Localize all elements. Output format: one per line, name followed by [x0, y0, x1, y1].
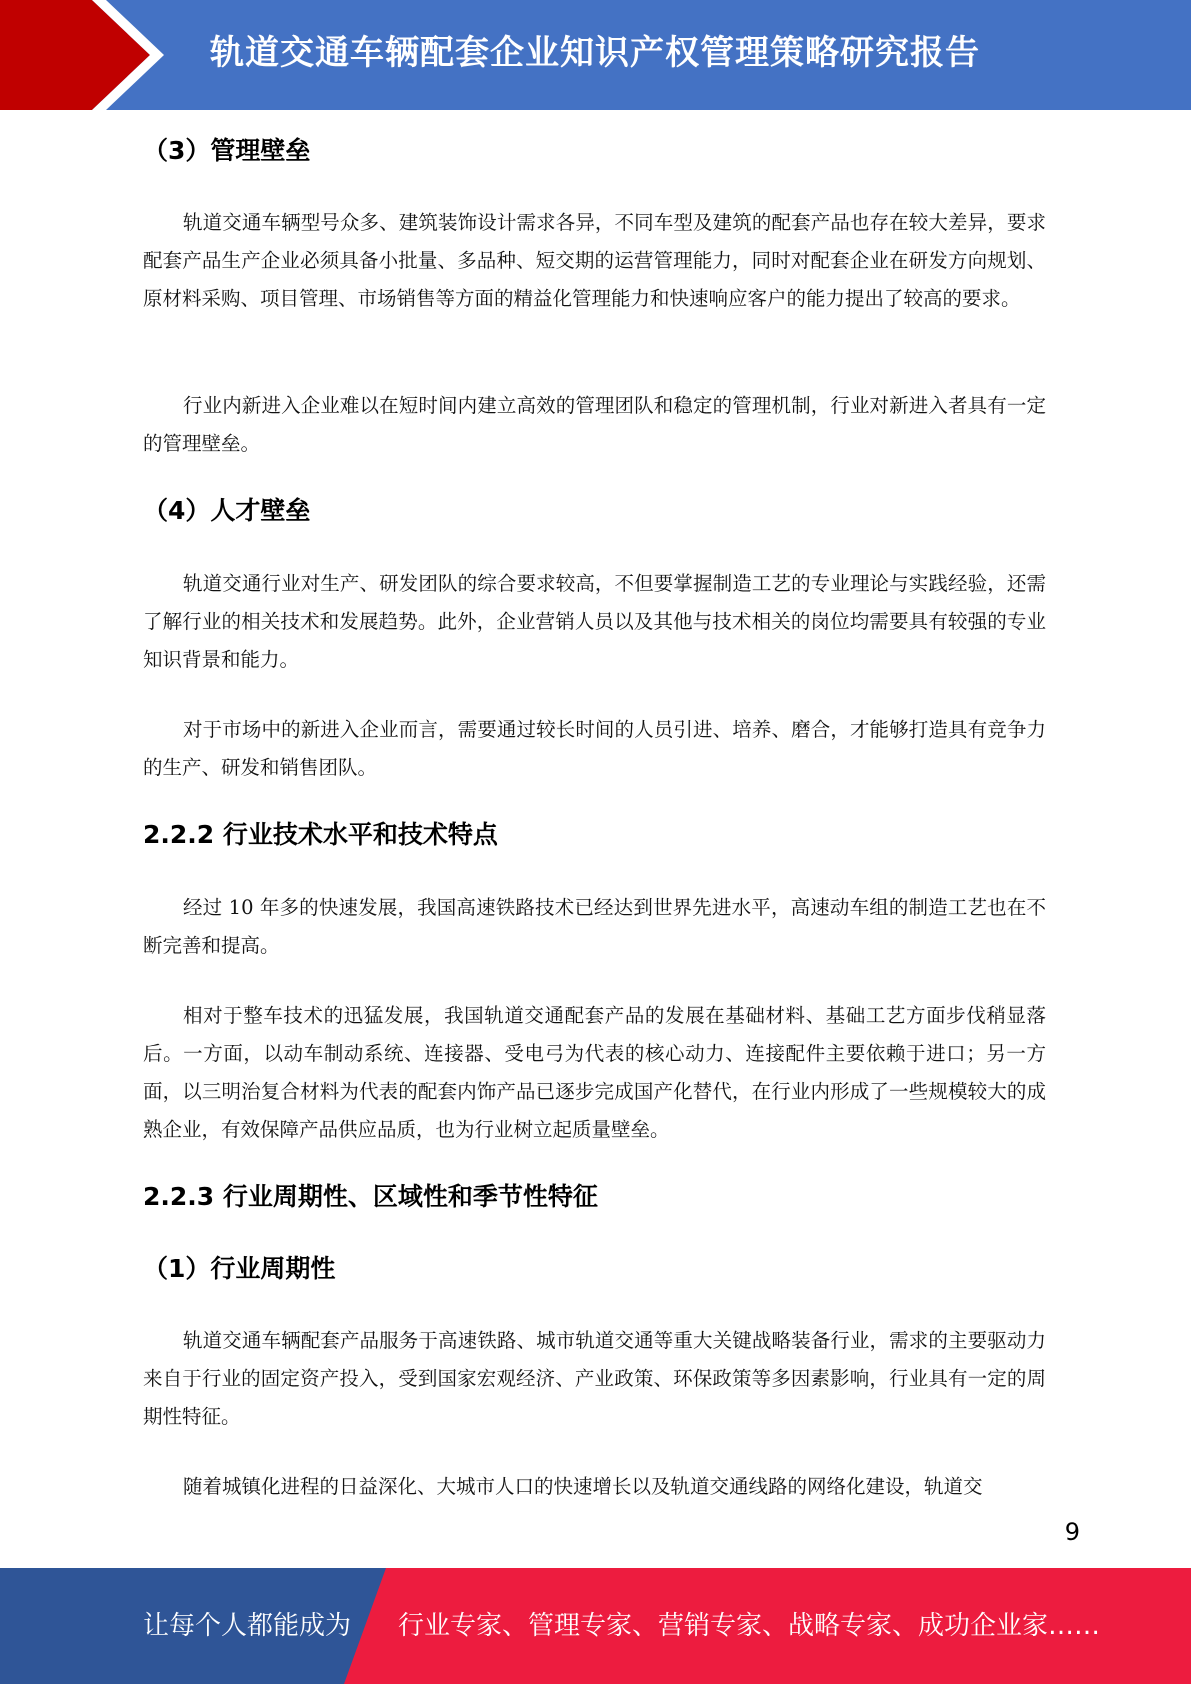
paragraph: 相对于整车技术的迅猛发展，我国轨道交通配套产品的发展在基础材料、基础工艺方面步伐稍显落后。一方面，以动车制动系统、连接器、受电弓为代表的核心动力、连接配件主要依赖于进口；另一方面，以三明治复合材料为代表的配套内饰产品已逐步完成国产化替代，在行业内形成了一些规模较大的成熟企业，有效保障产品供应品质，也为行业树立起质量壁垒。 — [143, 1004, 1046, 1141]
paragraph: 行业内新进入企业难以在短时间内建立高效的管理团队和稳定的管理机制，行业对新进入者具有一定的管理壁垒。 — [143, 394, 1046, 455]
page-number: 9 — [1064, 1518, 1080, 1546]
page-header — [0, 0, 1191, 110]
footer-slogan-right: 行业专家、管理专家、营销专家、战略专家、成功企业家…… — [398, 1611, 1101, 1641]
footer-slogan-left: 让每个人都能成为 — [143, 1611, 352, 1641]
section-heading-tech-level: 2.2.2 行业技术水平和技术特点 — [143, 820, 498, 849]
page-footer — [0, 1568, 1191, 1684]
subheading-management-barrier: （3）管理壁垒 — [143, 136, 311, 165]
paragraph: 轨道交通行业对生产、研发团队的综合要求较高，不但要掌握制造工艺的专业理论与实践经验，还需了解行业的相关技术和发展趋势。此外，企业营销人员以及其他与技术相关的岗位均需要具有较强的专业知识背景和能力。 — [143, 572, 1046, 671]
paragraph: 对于市场中的新进入企业而言，需要通过较长时间的人员引进、培养、磨合，才能够打造具有竞争力的生产、研发和销售团队。 — [143, 718, 1046, 779]
subheading-talent-barrier: （4）人才壁垒 — [143, 496, 311, 525]
paragraph: 轨道交通车辆型号众多、建筑装饰设计需求各异，不同车型及建筑的配套产品也存在较大差异，要求配套产品生产企业必须具备小批量、多品种、短交期的运营管理能力，同时对配套企业在研发方向规划、原材料采购、项目管理、市场销售等方面的精益化管理能力和快速响应客户的能力提出了较高的要求。 — [143, 211, 1046, 310]
section-heading-cyclicality: 2.2.3 行业周期性、区域性和季节性特征 — [143, 1182, 598, 1211]
paragraph: 经过 10 年多的快速发展，我国高速铁路技术已经达到世界先进水平，高速动车组的制造工艺也在不断完善和提高。 — [143, 896, 1046, 957]
header-title: 轨道交通车辆配套企业知识产权管理策略研究报告 — [210, 33, 980, 73]
subheading-cyclicality: （1）行业周期性 — [143, 1254, 336, 1283]
red-arrow-shape — [0, 0, 150, 110]
paragraph: 轨道交通车辆配套产品服务于高速铁路、城市轨道交通等重大关键战略装备行业，需求的主要驱动力来自于行业的固定资产投入，受到国家宏观经济、产业政策、环保政策等多因素影响，行业具有一定的周期性特征。 — [143, 1329, 1046, 1428]
paragraph: 随着城镇化进程的日益深化、大城市人口的快速增长以及轨道交通线路的网络化建设，轨道交 — [183, 1475, 983, 1498]
